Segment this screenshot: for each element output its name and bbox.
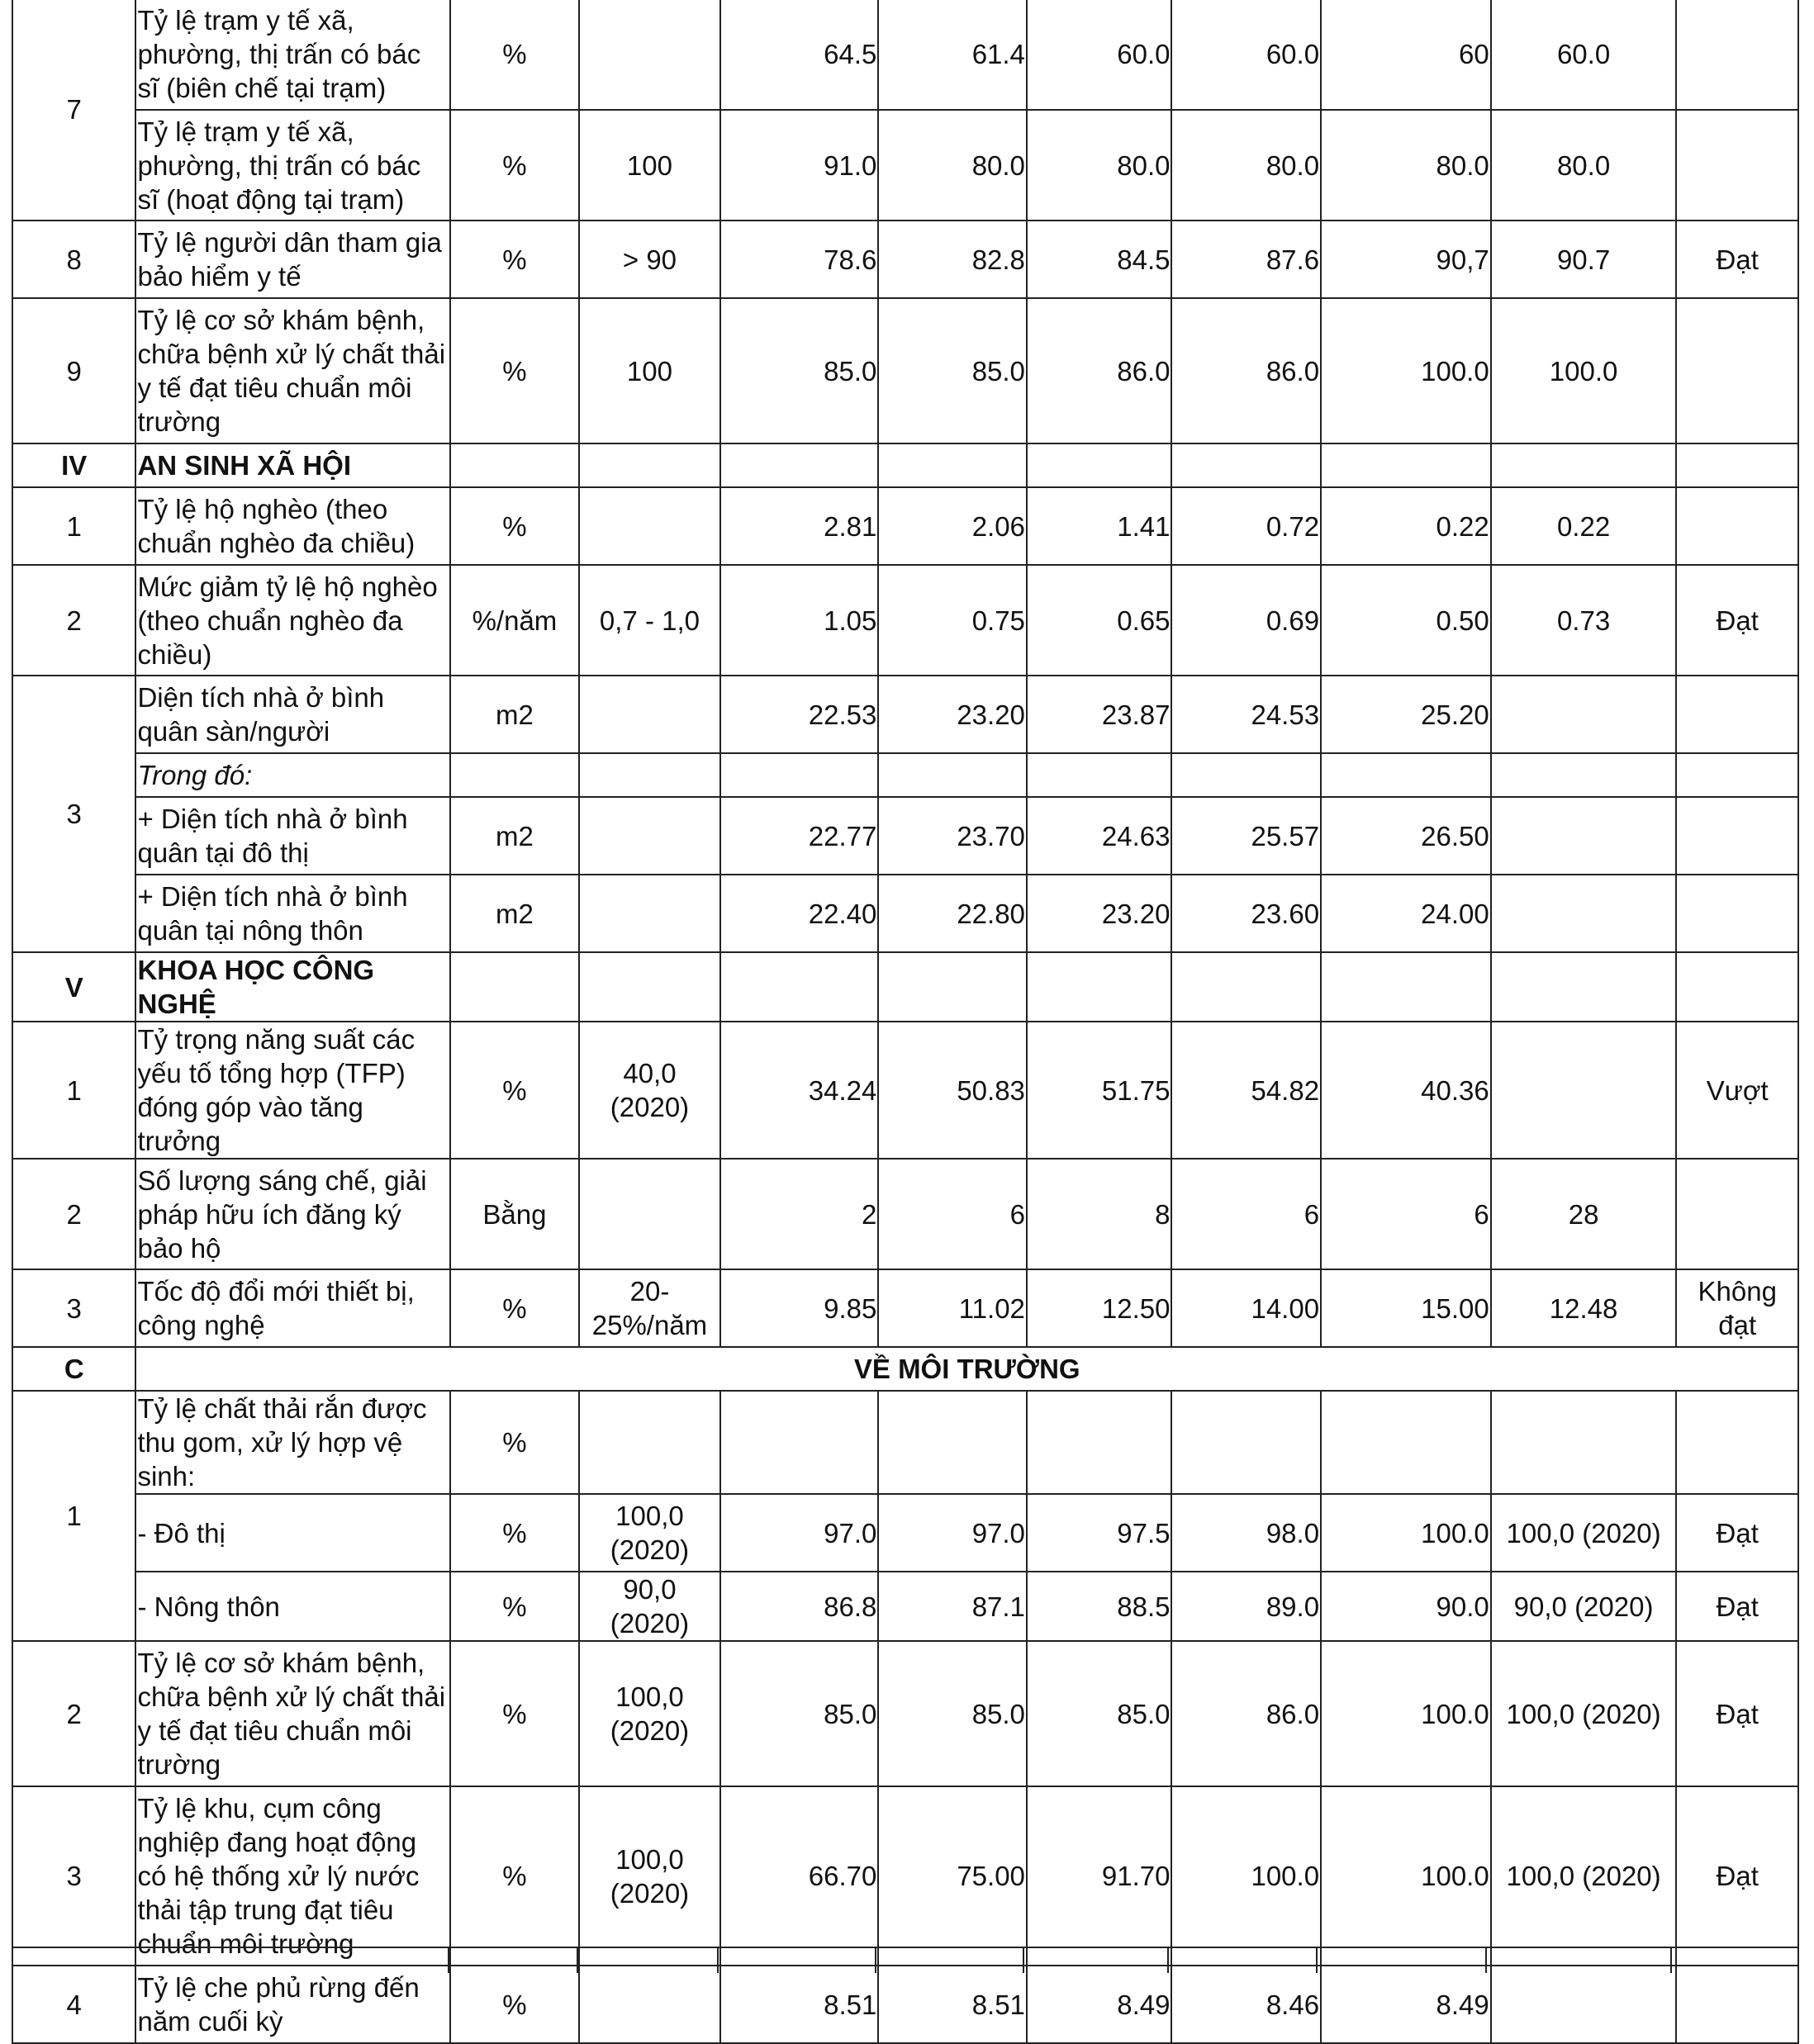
year5-cell: 100.0 (1321, 1494, 1491, 1572)
unit-cell: % (450, 487, 580, 565)
row-number: 7 (12, 0, 135, 221)
row-number: 3 (12, 1269, 135, 1347)
unit-cell: m2 (450, 875, 580, 952)
target-cell (579, 676, 720, 753)
year3-cell: 97.5 (1027, 1494, 1172, 1572)
year2-cell: 6 (878, 1159, 1027, 1269)
estimate-cell (1491, 1966, 1677, 2043)
table-row (12, 797, 1798, 875)
target-cell: 100,0 (2020) (579, 1641, 720, 1786)
estimate-cell: 0.73 (1491, 565, 1677, 676)
estimate-cell (1491, 1022, 1677, 1159)
evaluation-cell (1676, 487, 1798, 565)
table-row (12, 565, 1798, 676)
table-row (12, 1391, 1798, 1494)
target-cell (579, 0, 720, 110)
year3-cell: 88.5 (1027, 1572, 1172, 1641)
year4-cell: 86.0 (1171, 298, 1321, 443)
row-number: 3 (12, 1786, 135, 1966)
indicator-name: Tỷ lệ trạm y tế xã, phường, thị trấn có bác sĩ (hoạt động tại trạm) (135, 110, 449, 221)
table-row (12, 487, 1798, 565)
indicator-name: Tỷ lệ cơ sở khám bệnh, chữa bệnh xử lý chất thải y tế đạt tiêu chuẩn môi trường (135, 1641, 449, 1786)
year3-cell: 51.75 (1027, 1022, 1172, 1159)
table-row (12, 298, 1798, 443)
target-cell: 100,0 (2020) (579, 1494, 720, 1572)
year2-cell: 87.1 (878, 1572, 1027, 1641)
year2-cell: 23.20 (878, 676, 1027, 753)
target-cell (579, 1159, 720, 1269)
estimate-cell: 100,0 (2020) (1491, 1786, 1677, 1966)
section-title: KHOA HỌC CÔNG NGHỆ (135, 952, 449, 1022)
year4-cell: 23.60 (1171, 875, 1321, 952)
indicator-name: + Diện tích nhà ở bình quân tại nông thôn (135, 875, 449, 952)
estimate-cell: 100,0 (2020) (1491, 1641, 1677, 1786)
year5-cell: 90.0 (1321, 1572, 1491, 1641)
year1-cell: 2.81 (720, 487, 879, 565)
indicator-name: Diện tích nhà ở bình quân sàn/người (135, 676, 449, 753)
unit-cell: % (450, 1641, 580, 1786)
year4-cell: 86.0 (1171, 1641, 1321, 1786)
table-row (12, 875, 1798, 952)
estimate-cell (1491, 875, 1677, 952)
year1-cell: 97.0 (720, 1494, 879, 1572)
year4-cell: 0.72 (1171, 487, 1321, 565)
year4-cell: 60.0 (1171, 0, 1321, 110)
target-cell (579, 1966, 720, 2043)
year2-cell: 82.8 (878, 221, 1027, 298)
unit-cell: % (450, 298, 580, 443)
evaluation-cell (1676, 298, 1798, 443)
unit-cell: % (450, 0, 580, 110)
unit-cell: % (450, 1786, 580, 1966)
year4-cell: 25.57 (1171, 797, 1321, 875)
year5-cell: 15.00 (1321, 1269, 1491, 1347)
target-cell (579, 1391, 720, 1494)
evaluation-cell (1676, 1159, 1798, 1269)
evaluation-cell (1676, 676, 1798, 753)
target-cell: 100 (579, 110, 720, 221)
year4-cell: 89.0 (1171, 1572, 1321, 1641)
evaluation-cell: Vượt (1676, 1022, 1798, 1159)
table-row (12, 0, 1798, 110)
year1-cell: 34.24 (720, 1022, 879, 1159)
year2-cell (878, 1391, 1027, 1494)
section-number: V (12, 952, 135, 1022)
row-number: 4 (12, 1966, 135, 2043)
unit-cell: % (450, 1966, 580, 2043)
year2-cell: 50.83 (878, 1022, 1027, 1159)
indicator-table (12, 0, 1799, 2044)
estimate-cell (1491, 1391, 1677, 1494)
evaluation-cell: Đạt (1676, 221, 1798, 298)
row-number: 8 (12, 221, 135, 298)
unit-cell: % (450, 221, 580, 298)
evaluation-cell: Đạt (1676, 1786, 1798, 1966)
table-row (12, 110, 1798, 221)
year2-cell: 97.0 (878, 1494, 1027, 1572)
year1-cell: 85.0 (720, 298, 879, 443)
row-number: 3 (12, 676, 135, 952)
row-number: 2 (12, 1159, 135, 1269)
year3-cell: 91.70 (1027, 1786, 1172, 1966)
unit-cell: %/năm (450, 565, 580, 676)
estimate-cell: 80.0 (1491, 110, 1677, 221)
estimate-cell (1491, 676, 1677, 753)
year2-cell: 23.70 (878, 797, 1027, 875)
year3-cell: 23.87 (1027, 676, 1172, 753)
estimate-cell (1491, 797, 1677, 875)
evaluation-cell: Không đạt (1676, 1269, 1798, 1347)
unit-cell: m2 (450, 676, 580, 753)
target-cell: 100 (579, 298, 720, 443)
year1-cell: 22.53 (720, 676, 879, 753)
indicator-name: - Nông thôn (135, 1572, 449, 1641)
year1-cell: 78.6 (720, 221, 879, 298)
indicator-name: Tỷ lệ trạm y tế xã, phường, thị trấn có bác sĩ (biên chế tại trạm) (135, 0, 449, 110)
year3-cell: 60.0 (1027, 0, 1172, 110)
unit-cell: % (450, 1269, 580, 1347)
table-row (12, 1159, 1798, 1269)
year1-cell: 2 (720, 1159, 879, 1269)
indicator-name: Tỷ lệ chất thải rắn được thu gom, xử lý hợp vệ sinh: (135, 1391, 449, 1494)
evaluation-cell (1676, 1391, 1798, 1494)
year4-cell: 24.53 (1171, 676, 1321, 753)
year5-cell: 100.0 (1321, 298, 1491, 443)
year3-cell: 12.50 (1027, 1269, 1172, 1347)
estimate-cell: 90.7 (1491, 221, 1677, 298)
year3-cell: 86.0 (1027, 298, 1172, 443)
unit-cell: % (450, 110, 580, 221)
year2-cell: 85.0 (878, 1641, 1027, 1786)
year5-cell: 100.0 (1321, 1786, 1491, 1966)
estimate-cell: 100.0 (1491, 298, 1677, 443)
year5-cell (1321, 1391, 1491, 1494)
section-title: VỀ MÔI TRƯỜNG (135, 1347, 1798, 1391)
year5-cell: 8.49 (1321, 1966, 1491, 2043)
year2-cell: 8.51 (878, 1966, 1027, 2043)
year2-cell: 75.00 (878, 1786, 1027, 1966)
table-row (12, 1494, 1798, 1572)
indicator-name: Tỷ lệ người dân tham gia bảo hiểm y tế (135, 221, 449, 298)
year2-cell: 2.06 (878, 487, 1027, 565)
evaluation-cell: Đạt (1676, 1494, 1798, 1572)
unit-cell: % (450, 1572, 580, 1641)
row-number: 1 (12, 1391, 135, 1641)
table-row (12, 676, 1798, 753)
year1-cell: 91.0 (720, 110, 879, 221)
estimate-cell: 100,0 (2020) (1491, 1494, 1677, 1572)
target-cell: 100,0 (2020) (579, 1786, 720, 1966)
year3-cell: 1.41 (1027, 487, 1172, 565)
indicator-name: Tỷ lệ hộ nghèo (theo chuẩn nghèo đa chiều) (135, 487, 449, 565)
target-cell (579, 487, 720, 565)
table-row (12, 753, 1798, 797)
evaluation-cell (1676, 797, 1798, 875)
year1-cell: 22.77 (720, 797, 879, 875)
year4-cell: 54.82 (1171, 1022, 1321, 1159)
evaluation-cell (1676, 875, 1798, 952)
next-row-edge (12, 1947, 1799, 1973)
year5-cell: 0.22 (1321, 487, 1491, 565)
year5-cell: 0.50 (1321, 565, 1491, 676)
year2-cell: 11.02 (878, 1269, 1027, 1347)
indicator-name: Tỷ lệ khu, cụm công nghiệp đang hoạt động có hệ thống xử lý nước thải tập trung đạt tiêu chuẩn môi trường (135, 1786, 449, 1966)
target-cell (579, 875, 720, 952)
estimate-cell: 28 (1491, 1159, 1677, 1269)
year4-cell (1171, 1391, 1321, 1494)
target-cell: > 90 (579, 221, 720, 298)
row-number: 1 (12, 1022, 135, 1159)
unit-cell: Bằng (450, 1159, 580, 1269)
target-cell: 0,7 - 1,0 (579, 565, 720, 676)
year3-cell: 80.0 (1027, 110, 1172, 221)
target-cell: 90,0 (2020) (579, 1572, 720, 1641)
year2-cell: 0.75 (878, 565, 1027, 676)
year5-cell: 6 (1321, 1159, 1491, 1269)
section-title: AN SINH XÃ HỘI (135, 443, 449, 487)
indicator-name: Số lượng sáng chế, giải pháp hữu ích đăng ký bảo hộ (135, 1159, 449, 1269)
year1-cell: 8.51 (720, 1966, 879, 2043)
row-number: 9 (12, 298, 135, 443)
year3-cell (1027, 1391, 1172, 1494)
table-row (12, 1572, 1798, 1641)
estimate-cell: 0.22 (1491, 487, 1677, 565)
indicator-name: - Đô thị (135, 1494, 449, 1572)
year1-cell: 86.8 (720, 1572, 879, 1641)
year4-cell: 80.0 (1171, 110, 1321, 221)
year1-cell: 9.85 (720, 1269, 879, 1347)
year3-cell: 0.65 (1027, 565, 1172, 676)
year3-cell: 24.63 (1027, 797, 1172, 875)
subheading-label: Trong đó: (135, 753, 449, 797)
year5-cell: 100.0 (1321, 1641, 1491, 1786)
year3-cell: 85.0 (1027, 1641, 1172, 1786)
year3-cell: 8.49 (1027, 1966, 1172, 2043)
indicator-name: Mức giảm tỷ lệ hộ nghèo (theo chuẩn nghèo đa chiều) (135, 565, 449, 676)
year4-cell: 6 (1171, 1159, 1321, 1269)
year3-cell: 8 (1027, 1159, 1172, 1269)
evaluation-cell (1676, 1966, 1798, 2043)
target-cell: 40,0 (2020) (579, 1022, 720, 1159)
year3-cell: 84.5 (1027, 221, 1172, 298)
indicator-name: Tốc độ đổi mới thiết bị, công nghệ (135, 1269, 449, 1347)
year1-cell: 85.0 (720, 1641, 879, 1786)
estimate-cell: 12.48 (1491, 1269, 1677, 1347)
table-row (12, 1966, 1798, 2043)
target-cell: 20-25%/năm (579, 1269, 720, 1347)
section-row (12, 952, 1798, 1022)
table-row (12, 1786, 1798, 1966)
year1-cell (720, 1391, 879, 1494)
year1-cell: 64.5 (720, 0, 879, 110)
table-row (12, 1641, 1798, 1786)
year5-cell: 80.0 (1321, 110, 1491, 221)
year1-cell: 66.70 (720, 1786, 879, 1966)
section-row (12, 443, 1798, 487)
section-row (12, 1347, 1798, 1391)
row-number: 2 (12, 1641, 135, 1786)
unit-cell: % (450, 1494, 580, 1572)
year5-cell: 40.36 (1321, 1022, 1491, 1159)
table-row (12, 1022, 1798, 1159)
unit-cell: % (450, 1022, 580, 1159)
year4-cell: 0.69 (1171, 565, 1321, 676)
estimate-cell: 90,0 (2020) (1491, 1572, 1677, 1641)
year2-cell: 22.80 (878, 875, 1027, 952)
year5-cell: 26.50 (1321, 797, 1491, 875)
indicator-name: Tỷ lệ che phủ rừng đến năm cuối kỳ (135, 1966, 449, 2043)
year5-cell: 25.20 (1321, 676, 1491, 753)
year2-cell: 80.0 (878, 110, 1027, 221)
section-number: C (12, 1347, 135, 1391)
year4-cell: 98.0 (1171, 1494, 1321, 1572)
year2-cell: 85.0 (878, 298, 1027, 443)
year2-cell: 61.4 (878, 0, 1027, 110)
indicator-name: Tỷ lệ cơ sở khám bệnh, chữa bệnh xử lý chất thải y tế đạt tiêu chuẩn môi trường (135, 298, 449, 443)
year3-cell: 23.20 (1027, 875, 1172, 952)
year4-cell: 14.00 (1171, 1269, 1321, 1347)
indicator-name: + Diện tích nhà ở bình quân tại đô thị (135, 797, 449, 875)
section-number: IV (12, 443, 135, 487)
unit-cell: m2 (450, 797, 580, 875)
evaluation-cell (1676, 0, 1798, 110)
unit-cell: % (450, 1391, 580, 1494)
year5-cell: 60 (1321, 0, 1491, 110)
evaluation-cell: Đạt (1676, 1641, 1798, 1786)
year4-cell: 100.0 (1171, 1786, 1321, 1966)
estimate-cell: 60.0 (1491, 0, 1677, 110)
row-number: 2 (12, 565, 135, 676)
evaluation-cell: Đạt (1676, 1572, 1798, 1641)
year4-cell: 8.46 (1171, 1966, 1321, 2043)
year5-cell: 24.00 (1321, 875, 1491, 952)
table-row (12, 221, 1798, 298)
row-number: 1 (12, 487, 135, 565)
table-row (12, 1269, 1798, 1347)
year5-cell: 90,7 (1321, 221, 1491, 298)
evaluation-cell (1676, 110, 1798, 221)
year4-cell: 87.6 (1171, 221, 1321, 298)
target-cell (579, 797, 720, 875)
year1-cell: 1.05 (720, 565, 879, 676)
indicator-name: Tỷ trọng năng suất các yếu tố tổng hợp (TFP) đóng góp vào tăng trưởng (135, 1022, 449, 1159)
year1-cell: 22.40 (720, 875, 879, 952)
evaluation-cell: Đạt (1676, 565, 1798, 676)
